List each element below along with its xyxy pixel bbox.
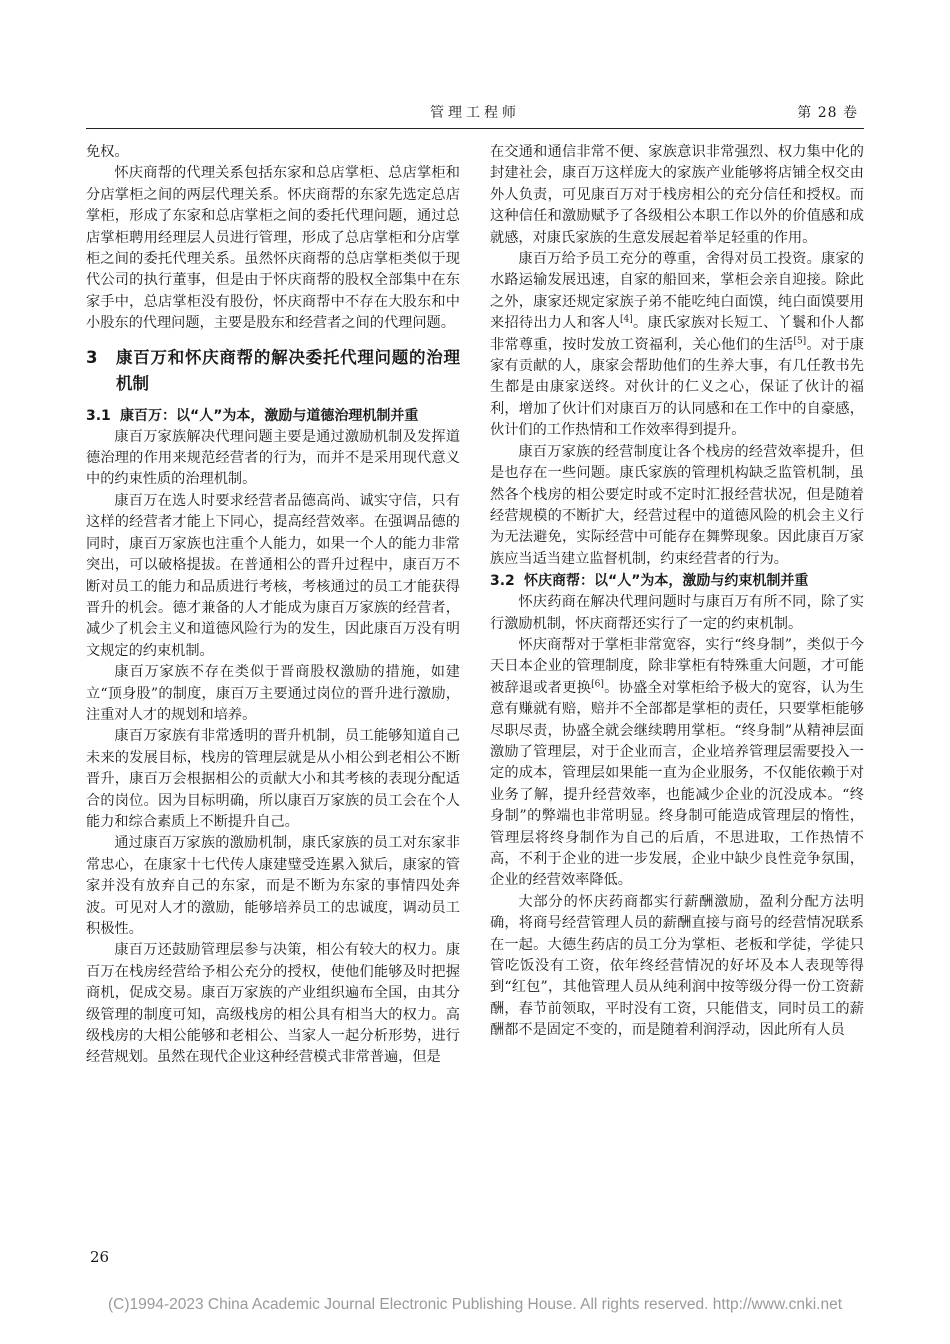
citation: [6] — [591, 679, 604, 690]
paragraph: 在交通和通信非常不便、家族意识非常强烈、权力集中化的封建社会，康百万这样庞大的家族产业能够将店铺全权交由外人负责，可见康百万对于栈房相公的充分信任和授权。而这种信任和激励赋予了各级相公本职工作以外的价值感和成就感，对康氏家族的生意发展起着举足轻重的作用。 — [490, 144, 864, 246]
section-number: 3 — [86, 347, 98, 367]
paragraph-text: 康百万给予员工充分的尊重，舍得对员工投资。康家的水路运输发展迅速，自家的船回来，掌柜会亲自迎接。除此之外，康家还规定家族子弟不能吃纯白面馍，纯白面馍要用来招待出力人和客人 — [490, 251, 864, 332]
journal-title: 管理工程师 — [430, 105, 520, 121]
running-header — [86, 96, 864, 129]
paragraph-text: 怀庆商帮对于掌柜非常宽容，实行“终身制”，类似于今天日本企业的管理制度，除非掌柜有特殊重大问题，才可能被辞退或者更换 — [490, 636, 864, 696]
subsection-heading-3-2 — [490, 570, 864, 592]
paragraph: 康百万家族的经营制度让各个栈房的经营效率提升，但是也存在一些问题。康氏家族的管理机构缺乏监管机制，虽然各个栈房的相公要定时或不定时汇报经营状况，但是随着经营规模的不断扩大，经营过程中的道德风险的机会主义行为无法避免，实际经营中可能存在舞弊现象。因此康百万家族应当适当建立监督机制，约束经营者的行为。 — [490, 443, 864, 567]
subsection-heading-3-1 — [86, 405, 460, 427]
paragraph: 康百万在选人时要求经营者品德高尚、诚实守信，只有这样的经营者才能上下同心，提高经营效率。在强调品德的同时，康百万家族也注重个人能力，如果一个人的能力非常突出，可以破格提拔。在普通相公的晋升过程中，康百万不断对员工的能力和品质进行考核，考核通过的员工才能获得晋升的机会。德才兼备的人才能成为康百万家族的经营者，减少了机会主义和道德风险行为的发生，因此康百万没有明文规定的约束机制。 — [86, 492, 460, 659]
paragraph: 康百万家族不存在类似于晋商股权激励的措施，如建立“顶身股”的制度，康百万主要通过岗位的晋升进行激励，注重对人才的规划和培养。 — [86, 664, 460, 723]
paragraph: 免权。 — [86, 144, 129, 160]
subsection-title: 康百万：以“人”为本，激励与道德治理机制并重 — [120, 407, 419, 424]
subsection-number: 3.1 — [86, 407, 111, 424]
right-column — [490, 142, 864, 1042]
citation: [5] — [793, 335, 807, 346]
paragraph-text: 。对于康家有贡献的人，康家会帮助他们的生养大事，有几任教书先生都是由康家送终。对伙计的仁义之心，保证了伙计的福利，增加了伙计们对康百万的认同感和在工作中的自豪感，伙计们的工作热情和工作效率得到提升。 — [490, 336, 864, 439]
section-title: 康百万和怀庆商帮的解决委托代理问题的治理机制 — [116, 347, 460, 393]
section-heading-3 — [86, 345, 460, 397]
volume-number: 第 28 卷 — [797, 105, 858, 121]
paragraph: 通过康百万家族的激励机制，康氏家族的员工对东家非常忠心，在康家十七代传人康建璧受连累入狱后，康家的管家并没有放弃自己的东家，而是不断为东家的事情四处奔波。可见对人才的激励，能够培养员工的忠诚度，调动员工积极性。 — [86, 835, 460, 937]
page-number: 26 — [90, 1248, 110, 1266]
paragraph: 康百万家族有非常透明的晋升机制，员工能够知道自己未来的发展目标，栈房的管理层就是从小相公到老相公不断晋升，康百万会根据相公的贡献大小和其考核的表现分配适合的岗位。因为目标明确，所以康百万家族的员工会在个人能力和综合素质上不断提升自己。 — [86, 728, 460, 830]
citation: [4] — [620, 314, 633, 325]
paragraph: 康百万还鼓励管理层参与决策，相公有较大的权力。康百万在栈房经营给予相公充分的授权，使他们能够及时把握商机，促成交易。康百万家族的产业组织遍布全国，由其分级管理的制度可知，高级栈房的相公具有相当大的权力。高级栈房的大相公能够和老相公、当家人一起分析形势，进行经营规划。虽然在现代企业这种经营模式非常普遍，但是 — [86, 942, 460, 1066]
paragraph: 康百万家族解决代理问题主要是通过激励机制及发挥道德治理的作用来规范经营者的行为，而并不是采用现代意义中的约束性质的治理机制。 — [86, 428, 460, 488]
paragraph-text: 。康氏家族对长短工、丫鬟和仆人都非常尊重，按时发放工资福利，关心他们的生活 — [490, 315, 864, 353]
paragraph — [490, 249, 864, 442]
paragraph: 大部分的怀庆药商都实行薪酬激励，盈利分配方法明确，将商号经营管理人员的薪酬直接与商号的经营情况联系在一起。大德生药店的员工分为掌柜、老板和学徒，学徒只管吃饭没有工资，依年终经营情况的好坏及本人表现等得到“红包”，其他管理人员从纯利润中按等级分得一份工资薪酬，春节前领取，平时没有工资，只能借支，同时员工的薪酬都不是固定不变的，而是随着利润浮动，因此所有人员 — [490, 893, 864, 1039]
paragraph-text: 。协盛全对掌柜给予极大的宽容，认为生意有赚就有赔，赔并不全部都是掌柜的责任，只要掌柜能够尽职尽责，协盛全就会继续聘用掌柜。“终身制”从精神层面激励了管理层，对于企业而言，企业培养管理层需要投入一定的成本，管理层如果能一直为企业服务，不仅能依赖于对业务了解，提升经营效率，也能减少企业的沉没成本。“终身制”的弊端也非常明显。终身制可能造成管理层的惰性，管理层将终身制作为自己的后盾，不思进取，工作热情不高，不利于企业的进一步发展，企业中缺少良性竞争氛围，企业的经营效率降低。 — [490, 679, 864, 889]
paragraph: 怀庆商帮的代理关系包括东家和总店掌柜、总店掌柜和分店掌柜之间的两层代理关系。怀庆商帮的东家先选定总店掌柜，形成了东家和总店掌柜之间的委托代理问题，通过总店掌柜聘用经理层人员进行管理，形成了总店掌柜和分店掌柜之间的委托代理关系。虽然怀庆商帮的总店掌柜类似于现代公司的执行董事，但是由于怀庆商帮的股权全部集中在东家手中，总店掌柜没有股份，怀庆商帮中不存在大股东和中小股东的代理问题，主要是股东和经营者之间的代理问题。 — [86, 165, 460, 332]
left-column — [86, 142, 460, 1069]
copyright-footer: (C)1994-2023 China Academic Journal Electronic Publishing House. All rights reserved. http://www.cnki.net — [107, 1296, 843, 1313]
paragraph — [490, 635, 864, 892]
subsection-number: 3.2 — [490, 573, 515, 590]
subsection-title: 怀庆商帮：以“人”为本，激励与约束机制并重 — [524, 573, 809, 590]
paragraph: 怀庆药商在解决代理问题时与康百万有所不同，除了实行激励机制，怀庆商帮还实行了一定的约束机制。 — [490, 594, 864, 632]
